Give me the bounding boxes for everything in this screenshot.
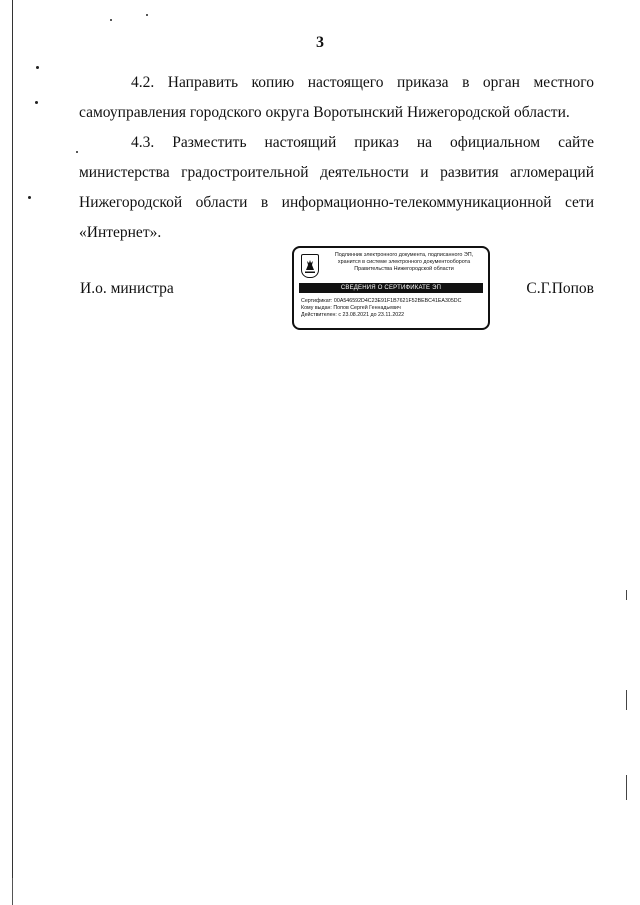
scan-artifact-dot [35, 101, 38, 104]
stamp-validity: Действителен: с 23.08.2021 до 23.11.2022 [301, 312, 405, 319]
scan-artifact-tick [626, 690, 627, 710]
scan-artifact-dot [36, 66, 39, 69]
paragraph-4-3: 4.3. Разместить настоящий приказ на официальном сайте министерства градостроительной деятельности и развития агломераций Нижегородской области в информационно-телекоммуникационной сети «Интернет». [79, 134, 594, 241]
scan-margin-line [12, 0, 13, 890]
stamp-certificate-bar: СВЕДЕНИЯ О СЕРТИФИКАТЕ ЭП [299, 283, 483, 293]
scan-artifact-dot [76, 151, 78, 153]
page-number: 3 [316, 34, 324, 51]
stamp-details [301, 298, 486, 320]
signer-position: И.о. министра [80, 280, 174, 297]
stamp-header-line: Правительства Нижегородской области [354, 266, 454, 272]
paragraph-4-2: 4.2. Направить копию настоящего приказа в орган местного самоуправления городского округа Воротынский Нижегородской области. [79, 74, 594, 121]
scan-artifact-dot [28, 196, 31, 199]
signer-name: С.Г.Попов [526, 280, 594, 297]
scan-artifact-tick [626, 590, 627, 600]
stamp-certificate-id: Сертификат: 00A546592D4C23E91F1B7621F52BEBC41EA305DC [301, 298, 462, 304]
scan-margin-line-bottom [12, 878, 13, 905]
electronic-signature-stamp [292, 246, 490, 330]
scan-artifact-tick [626, 775, 627, 800]
stamp-header [322, 252, 486, 273]
scan-artifact-dot [110, 19, 112, 21]
scan-artifact-dot [146, 14, 148, 16]
stamp-issued-to: Кому выдан: Попов Сергей Геннадьевич [301, 305, 401, 312]
nizhny-novgorod-deer-crest-icon [301, 254, 319, 278]
stamp-header-line: Подлинник электронного документа, подписанного ЭП, [334, 252, 474, 258]
stamp-header-line: хранится в системе электронного документооборота [337, 259, 471, 265]
